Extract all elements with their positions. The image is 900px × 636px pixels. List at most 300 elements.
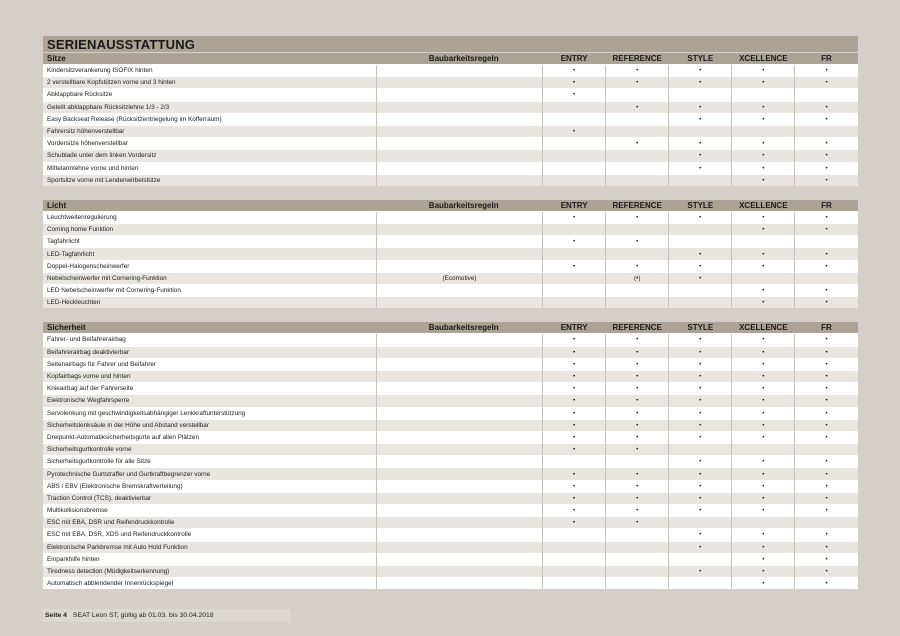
availability-cell: • [606,101,669,113]
table-row [43,113,858,125]
feature-name: Sicherheitsgurtkontrolle für alle Sitze [43,456,376,468]
availability-cell [795,236,858,248]
availability-cell: • [669,505,732,517]
build-rule [376,236,542,248]
section-title: Sitze [43,53,376,65]
availability-cell: • [543,77,606,89]
availability-cell: • [669,565,732,577]
availability-cell: • [669,65,732,77]
table-row [43,77,858,89]
feature-name: Kopfairbags vorne und hinten [43,370,376,382]
build-rule [376,565,542,577]
availability-cell: • [795,113,858,125]
availability-cell [543,162,606,174]
table-row [43,224,858,236]
spec-table-licht [43,200,858,309]
table-row [43,272,858,284]
availability-cell: • [606,77,669,89]
availability-cell: • [795,65,858,77]
feature-name: Vordersitze höhenverstellbar [43,138,376,150]
feature-name: Sportsitze vorne mit Lendenwirbelstütze [43,174,376,186]
section-title: Sicherheit [43,322,376,334]
feature-name: Sicherheitslenksäule in der Höhe und Abstand verstellbar [43,419,376,431]
availability-cell [543,248,606,260]
feature-name: ESC mit EBA, DSR, XDS und Reifendruckkontrolle [43,529,376,541]
availability-cell: • [732,505,795,517]
availability-cell: • [732,492,795,504]
availability-cell [606,285,669,297]
table-row [43,285,858,297]
feature-name: Einparkhilfe hinten [43,553,376,565]
availability-cell: • [732,248,795,260]
availability-cell: • [669,480,732,492]
availability-cell: • [543,125,606,137]
table-row [43,89,858,101]
availability-cell: (•) [606,272,669,284]
availability-cell: • [669,541,732,553]
availability-cell: • [732,358,795,370]
availability-cell [795,517,858,529]
availability-cell [606,541,669,553]
availability-cell: • [543,505,606,517]
availability-cell: • [669,248,732,260]
availability-cell: • [669,162,732,174]
build-rule [376,162,542,174]
build-rule [376,419,542,431]
trim-column-header: STYLE [669,200,732,212]
availability-cell [606,113,669,125]
availability-cell [669,517,732,529]
build-rule [376,138,542,150]
table-row [43,65,858,77]
rules-column-header: Baubarkeitsregeln [376,200,542,212]
availability-cell [606,578,669,590]
availability-cell: • [795,297,858,309]
build-rule [376,224,542,236]
availability-cell: • [795,334,858,346]
availability-cell: • [543,346,606,358]
table-row [43,492,858,504]
availability-cell: • [543,468,606,480]
build-rule [376,77,542,89]
availability-cell [669,297,732,309]
build-rule [376,383,542,395]
section-gap [43,308,858,322]
availability-cell [606,150,669,162]
build-rule [376,480,542,492]
build-rule [376,468,542,480]
availability-cell: • [669,492,732,504]
availability-cell [606,162,669,174]
rules-column-header: Baubarkeitsregeln [376,53,542,65]
build-rule [376,578,542,590]
table-row [43,395,858,407]
availability-cell: • [732,578,795,590]
availability-cell [543,565,606,577]
availability-cell: • [732,419,795,431]
trim-column-header: ENTRY [543,200,606,212]
availability-cell: • [795,211,858,223]
availability-cell [543,272,606,284]
availability-cell: • [732,541,795,553]
availability-cell: • [795,456,858,468]
availability-cell: • [669,456,732,468]
feature-name: ESC mit EBA, DSR und Reifendruckkontrolle [43,517,376,529]
availability-cell: • [669,529,732,541]
spec-sections [43,53,858,589]
build-rule [376,492,542,504]
availability-cell: • [795,285,858,297]
availability-cell: • [732,370,795,382]
availability-cell: • [795,553,858,565]
table-row [43,370,858,382]
availability-cell: • [669,150,732,162]
build-rule [376,334,542,346]
trim-column-header: REFERENCE [606,200,669,212]
availability-cell: • [606,480,669,492]
availability-cell: • [669,407,732,419]
table-row [43,211,858,223]
feature-name: Servolenkung mit geschwindigkeitsabhängiger Lenkkraftunterstützung [43,407,376,419]
availability-cell [606,529,669,541]
table-row [43,162,858,174]
availability-cell: • [732,565,795,577]
availability-cell: • [606,138,669,150]
feature-name: ABS / EBV (Elektronische Bremskraftverteilung) [43,480,376,492]
availability-cell [669,89,732,101]
feature-name: Geteilt abklappbare Rücksitzlehne 1/3 - 2/3 [43,101,376,113]
availability-cell [732,517,795,529]
availability-cell [543,297,606,309]
table-row [43,480,858,492]
build-rule [376,358,542,370]
table-row [43,101,858,113]
availability-cell [669,236,732,248]
rules-column-header: Baubarkeitsregeln [376,322,542,334]
availability-cell: • [732,260,795,272]
availability-cell: • [732,138,795,150]
availability-cell [606,565,669,577]
availability-cell [543,541,606,553]
feature-name: Traction Control (TCS), deaktivierbar [43,492,376,504]
availability-cell: • [606,358,669,370]
section-header-row [43,53,858,65]
availability-cell: • [606,236,669,248]
availability-cell [543,224,606,236]
table-row [43,578,858,590]
table-row [43,431,858,443]
availability-cell [669,444,732,456]
build-rule: (Ecomotive) [376,272,542,284]
page-footer [43,609,290,622]
availability-cell: • [732,480,795,492]
feature-name: Fahrer- und Beifahrerairbag [43,334,376,346]
feature-name: Mittelarmlehne vorne und hinten [43,162,376,174]
availability-cell: • [732,77,795,89]
table-row [43,260,858,272]
trim-column-header: FR [795,322,858,334]
spec-table-sitze [43,53,858,186]
availability-cell: • [543,517,606,529]
availability-cell: • [669,431,732,443]
build-rule [376,113,542,125]
availability-cell: • [606,517,669,529]
availability-cell: • [732,395,795,407]
availability-cell: • [543,370,606,382]
availability-cell: • [669,211,732,223]
availability-cell: • [543,431,606,443]
availability-cell: • [669,77,732,89]
build-rule [376,395,542,407]
build-rule [376,346,542,358]
availability-cell [669,285,732,297]
feature-name: Dreipunkt-Automatiksicherheitsgurte auf allen Plätzen [43,431,376,443]
availability-cell [606,553,669,565]
feature-name: Doppel-Halogenscheinwerfer [43,260,376,272]
trim-column-header: FR [795,200,858,212]
availability-cell [606,248,669,260]
feature-name: Pyrotechnische Gurtstraffer und Gurtkraftbegrenzer vorne [43,468,376,480]
availability-cell: • [795,77,858,89]
table-row [43,358,858,370]
availability-cell [543,138,606,150]
availability-cell: • [669,383,732,395]
section-header-row [43,322,858,334]
availability-cell: • [732,174,795,186]
availability-cell: • [795,529,858,541]
availability-cell [795,444,858,456]
feature-name: Automatisch abblendender Innenrückspiegel [43,578,376,590]
availability-cell: • [795,346,858,358]
availability-cell: • [606,431,669,443]
spec-table-sicherheit [43,322,858,589]
feature-name: Tagfahrlicht [43,236,376,248]
build-rule [376,150,542,162]
availability-cell [795,89,858,101]
availability-cell: • [669,113,732,125]
feature-name: Nebelscheinwerfer mit Cornering-Funktion [43,272,376,284]
availability-cell [795,272,858,284]
trim-column-header: STYLE [669,322,732,334]
trim-column-header: XCELLENCE [732,53,795,65]
availability-cell: • [732,285,795,297]
table-row [43,236,858,248]
availability-cell: • [732,297,795,309]
table-row [43,505,858,517]
availability-cell: • [606,346,669,358]
trim-column-header: REFERENCE [606,322,669,334]
availability-cell [669,224,732,236]
availability-cell: • [795,468,858,480]
feature-name: Sicherheitsgurtkontrolle vorne [43,444,376,456]
build-rule [376,431,542,443]
table-row [43,517,858,529]
section-header-row [43,200,858,212]
availability-cell: • [795,407,858,419]
availability-cell: • [795,431,858,443]
availability-cell: • [543,260,606,272]
feature-name: Multikollisionsbremse [43,505,376,517]
availability-cell: • [606,370,669,382]
feature-name: Fahrersitz höhenverstellbar [43,125,376,137]
availability-cell: • [543,480,606,492]
table-row [43,297,858,309]
availability-cell [669,553,732,565]
availability-cell: • [606,260,669,272]
availability-cell: • [669,101,732,113]
availability-cell: • [606,407,669,419]
availability-cell: • [669,260,732,272]
availability-cell: • [543,334,606,346]
availability-cell: • [606,395,669,407]
table-row [43,553,858,565]
availability-cell [606,89,669,101]
table-row [43,248,858,260]
trim-column-header: REFERENCE [606,53,669,65]
build-rule [376,101,542,113]
availability-cell: • [732,529,795,541]
trim-column-header: FR [795,53,858,65]
availability-cell: • [543,419,606,431]
feature-name: Leuchtweitenregulierung [43,211,376,223]
availability-cell: • [606,505,669,517]
availability-cell: • [795,162,858,174]
availability-cell [732,444,795,456]
availability-cell: • [795,150,858,162]
availability-cell: • [795,578,858,590]
table-row [43,138,858,150]
trim-column-header: XCELLENCE [732,322,795,334]
availability-cell [543,553,606,565]
availability-cell: • [543,395,606,407]
build-rule [376,65,542,77]
availability-cell: • [795,383,858,395]
availability-cell: • [606,492,669,504]
table-row [43,456,858,468]
build-rule [376,517,542,529]
feature-name: Knieairbag auf der Fahrerseite [43,383,376,395]
table-row [43,419,858,431]
availability-cell: • [543,383,606,395]
availability-cell: • [795,492,858,504]
availability-cell: • [795,419,858,431]
table-row [43,541,858,553]
feature-name: Kindersitzverankerung ISOFIX hinten [43,65,376,77]
availability-cell: • [669,358,732,370]
feature-name: LED Nebelscheinwerfer mit Cornering-Funktion [43,285,376,297]
availability-cell [543,113,606,125]
availability-cell: • [732,211,795,223]
availability-cell: • [795,370,858,382]
availability-cell: • [732,150,795,162]
availability-cell: • [795,174,858,186]
trim-column-header: XCELLENCE [732,200,795,212]
availability-cell: • [732,224,795,236]
availability-cell: • [669,468,732,480]
table-row [43,529,858,541]
section-title: Licht [43,200,376,212]
availability-cell: • [543,492,606,504]
availability-cell [606,224,669,236]
availability-cell [732,272,795,284]
availability-cell: • [732,113,795,125]
availability-cell [543,101,606,113]
table-row [43,565,858,577]
spec-page [43,36,858,589]
build-rule [376,407,542,419]
table-row [43,407,858,419]
availability-cell: • [543,211,606,223]
build-rule [376,456,542,468]
availability-cell: • [732,101,795,113]
availability-cell: • [606,334,669,346]
availability-cell: • [795,480,858,492]
availability-cell [543,456,606,468]
availability-cell [795,125,858,137]
availability-cell [669,125,732,137]
availability-cell: • [543,65,606,77]
availability-cell: • [795,260,858,272]
page-number: Seite 4 [45,612,67,619]
table-row [43,346,858,358]
table-row [43,125,858,137]
availability-cell [543,529,606,541]
build-rule [376,297,542,309]
trim-column-header: STYLE [669,53,732,65]
availability-cell: • [669,419,732,431]
availability-cell: • [795,224,858,236]
trim-column-header: ENTRY [543,322,606,334]
feature-name: Seitenairbags für Fahrer und Beifahrer [43,358,376,370]
availability-cell: • [543,236,606,248]
table-row [43,334,858,346]
table-row [43,174,858,186]
availability-cell: • [732,431,795,443]
feature-name: Elektronische Wegfahrsperre [43,395,376,407]
availability-cell: • [606,65,669,77]
availability-cell: • [732,334,795,346]
availability-cell: • [543,89,606,101]
availability-cell: • [795,138,858,150]
availability-cell: • [543,358,606,370]
availability-cell: • [732,383,795,395]
availability-cell: • [669,395,732,407]
feature-name: Abklappbare Rücksitze [43,89,376,101]
availability-cell: • [669,138,732,150]
availability-cell [543,578,606,590]
build-rule [376,505,542,517]
availability-cell [732,89,795,101]
footer-validity: SEAT Leon ST, gültig ab 01.03. bis 30.04.2018 [72,612,214,619]
feature-name: Tiredness detection (Müdigkeitserkennung) [43,565,376,577]
availability-cell: • [795,358,858,370]
availability-cell [606,174,669,186]
availability-cell: • [795,505,858,517]
build-rule [376,260,542,272]
availability-cell: • [795,565,858,577]
availability-cell: • [795,248,858,260]
page-title: SERIENAUSSTATTUNG [43,36,858,52]
availability-cell: • [669,370,732,382]
build-rule [376,89,542,101]
availability-cell: • [606,211,669,223]
availability-cell: • [669,272,732,284]
build-rule [376,553,542,565]
availability-cell [543,150,606,162]
availability-cell: • [669,334,732,346]
availability-cell: • [795,541,858,553]
feature-name: Elektronische Parkbremse mit Auto Hold Funktion [43,541,376,553]
